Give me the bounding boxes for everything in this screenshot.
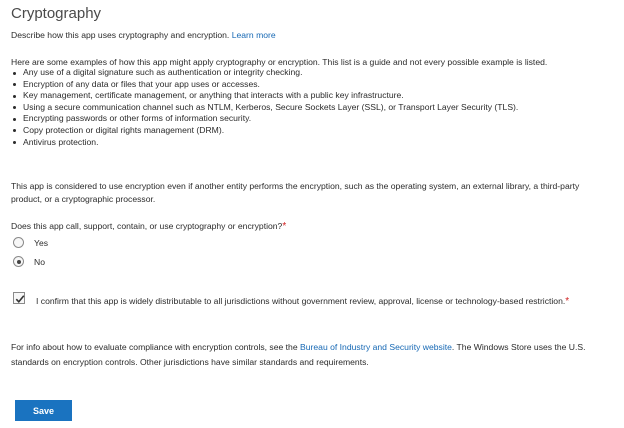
required-marker: * [565, 296, 570, 307]
list-item: Encrypting passwords or other forms of information security. [11, 113, 518, 125]
list-item: Antivirus protection. [11, 137, 518, 149]
crypto-question [11, 221, 286, 232]
examples-list [11, 67, 518, 148]
save-button[interactable]: Save [15, 400, 72, 421]
radio-option-no[interactable] [13, 256, 45, 267]
learn-more-link[interactable]: Learn more [231, 30, 276, 40]
examples-intro: Here are some examples of how this app might apply cryptography or encryption. This list is a guide and not every possible example is listed. [11, 57, 548, 67]
intro-text [11, 30, 276, 40]
radio-yes[interactable] [13, 237, 24, 248]
page-title: Cryptography [11, 5, 102, 22]
bis-website-link[interactable]: Bureau of Industry and Security website [300, 342, 452, 352]
checkmark-icon [14, 293, 26, 305]
list-item: Copy protection or digital rights management (DRM). [11, 125, 518, 137]
confirm-text[interactable] [36, 294, 596, 310]
radio-no-label[interactable]: No [34, 256, 45, 267]
intro-description: Describe how this app uses cryptography and encryption. [11, 30, 230, 40]
compliance-info [11, 340, 616, 370]
question-label: Does this app call, support, contain, or use cryptography or encryption? [11, 221, 283, 231]
list-item: Encryption of any data or files that your app uses or accesses. [11, 79, 518, 91]
info-after: . The Windows Store uses the U.S. standards on encryption controls. Other jurisdictions have similar standards and requirements. [11, 342, 586, 367]
list-item: Any use of a digital signature such as authentication or integrity checking. [11, 67, 518, 79]
required-marker: * [282, 221, 287, 232]
confirm-checkbox[interactable] [13, 292, 25, 304]
radio-no[interactable] [13, 256, 24, 267]
confirm-label: I confirm that this app is widely distributable to all jurisdictions without government review, approval, license or technology-based restriction. [36, 296, 566, 306]
encryption-note: This app is considered to use encryption even if another entity performs the encryption, such as the operating system, an external library, a third-party product, or a cryptographic processor. [11, 181, 580, 204]
list-item: Using a secure communication channel such as NTLM, Kerberos, Secure Sockets Layer (SSL), or Transport Layer Security (TLS). [11, 102, 518, 114]
radio-option-yes[interactable] [13, 237, 48, 248]
radio-yes-label[interactable]: Yes [34, 237, 49, 248]
info-before: For info about how to evaluate compliance with encryption controls, see the [11, 342, 298, 352]
list-item: Key management, certificate management, or anything that interacts with a public key infrastructure. [11, 90, 518, 102]
confirm-checkbox-row[interactable] [13, 292, 596, 310]
